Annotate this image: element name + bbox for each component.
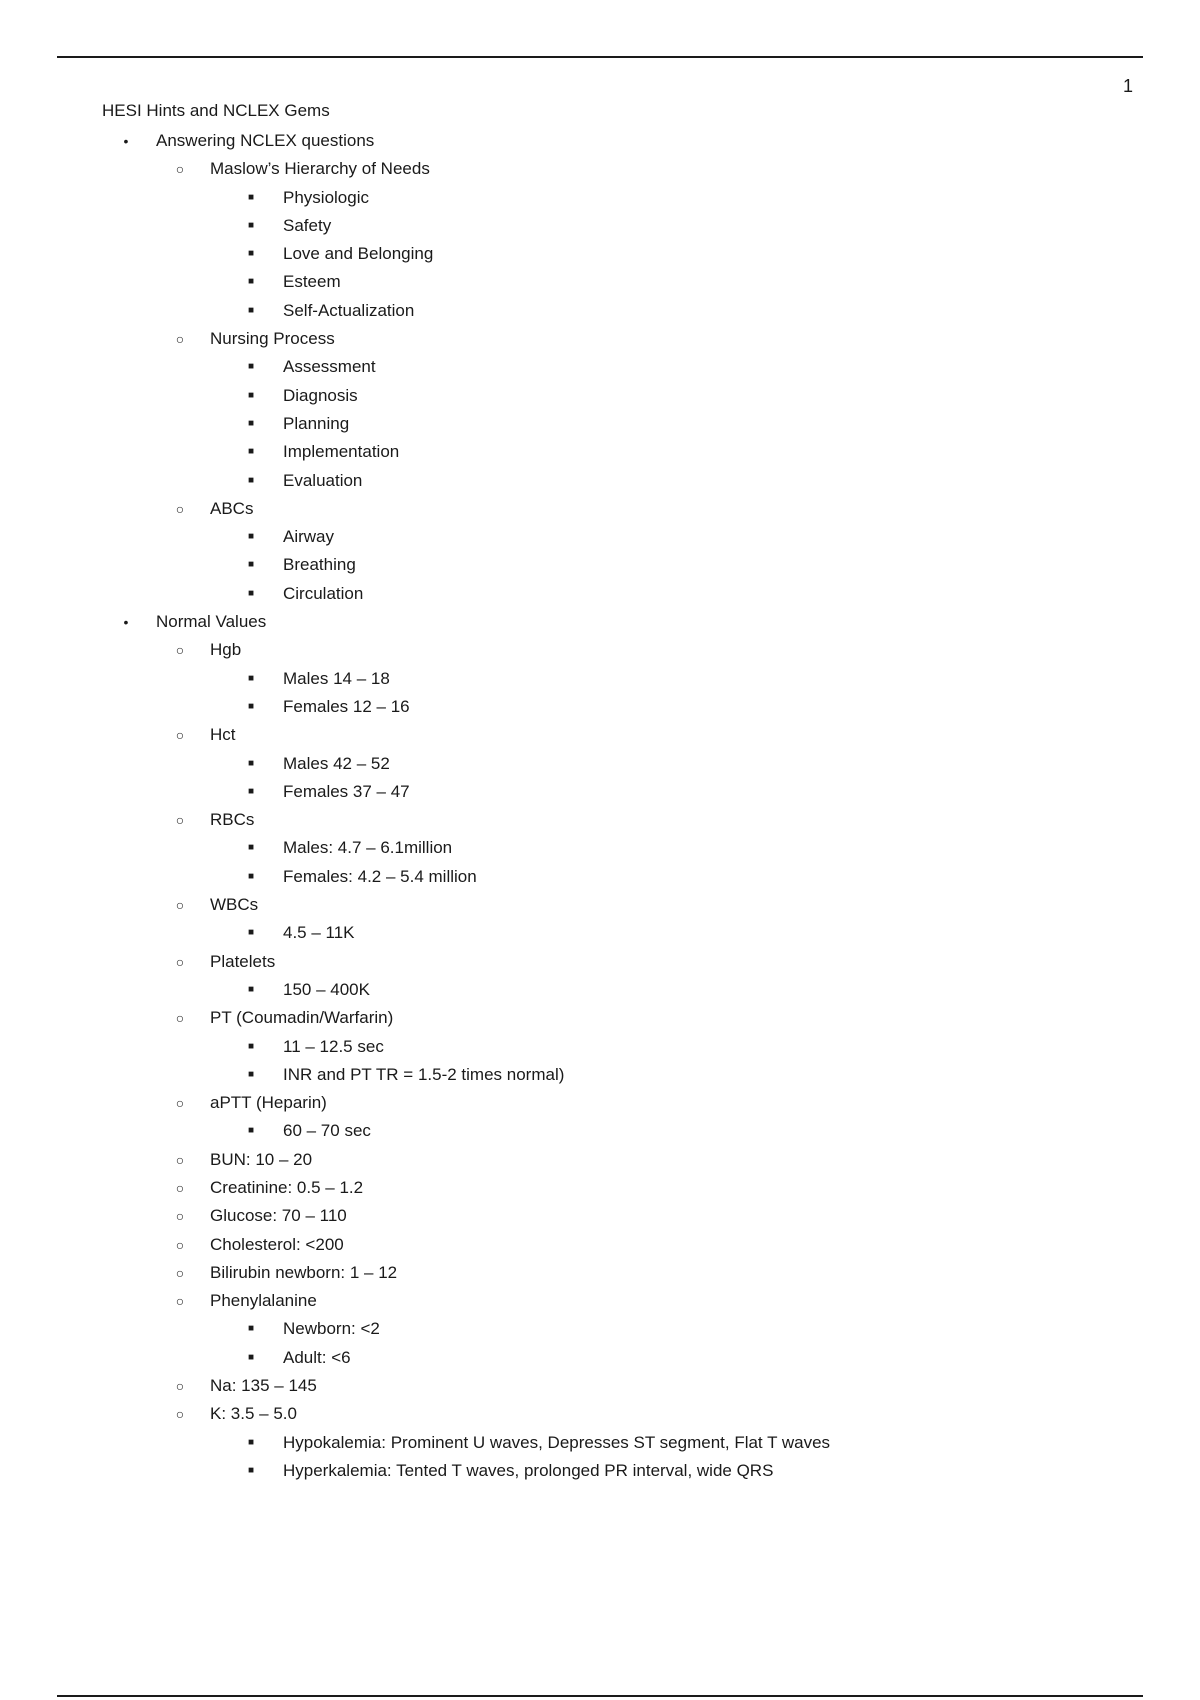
footer-rule <box>57 1695 1143 1697</box>
header-rule <box>57 56 1143 58</box>
bullet-square-icon: ■ <box>247 1068 255 1080</box>
outline-item-text: Cholesterol: <200 <box>210 1234 344 1254</box>
outline-item-text: Esteem <box>283 272 341 292</box>
bullet-square-icon: ■ <box>247 1464 255 1476</box>
outline-item-text: Nursing Process <box>210 329 335 349</box>
bullet-square-icon: ■ <box>247 1436 255 1448</box>
bullet-square-icon: ■ <box>247 1125 255 1137</box>
outline-item-text: INR and PT TR = 1.5-2 times normal) <box>283 1064 565 1084</box>
outline-item-text: PT (Coumadin/Warfarin) <box>210 1008 394 1028</box>
outline-item-text: RBCs <box>210 810 255 830</box>
bullet-circle-icon: ○ <box>175 1208 185 1225</box>
outline-item-text: Physiologic <box>283 187 369 207</box>
bullet-square-icon: ■ <box>247 417 255 429</box>
outline-item-text: 4.5 – 11K <box>283 923 355 943</box>
bullet-square-icon: ■ <box>247 870 255 882</box>
bullet-square-icon: ■ <box>247 757 255 769</box>
bullet-square-icon: ■ <box>247 1040 255 1052</box>
bullet-square-icon: ■ <box>247 531 255 543</box>
outline-item-text: Normal Values <box>156 612 267 632</box>
bullet-square-icon: ■ <box>247 389 255 401</box>
outline-item-text: Diagnosis <box>283 385 358 405</box>
bullet-square-icon: ■ <box>247 1351 255 1363</box>
outline-item-text: Glucose: 70 – 110 <box>210 1206 347 1226</box>
outline-item-text: 150 – 400K <box>283 979 370 999</box>
outline-item-text: Love and Belonging <box>283 244 434 264</box>
bullet-square-icon: ■ <box>247 219 255 231</box>
bullet-circle-icon: ○ <box>175 642 185 659</box>
bullet-disc-icon: • <box>123 133 129 149</box>
outline-item-text: WBCs <box>210 895 259 915</box>
outline-item-text: Na: 135 – 145 <box>210 1376 317 1396</box>
outline-item-text: Hgb <box>210 640 242 660</box>
outline-item-text: Females: 4.2 – 5.4 million <box>283 866 477 886</box>
bullet-square-icon: ■ <box>247 559 255 571</box>
bullet-square-icon: ■ <box>247 361 255 373</box>
outline-item-text: Females 37 – 47 <box>283 781 410 801</box>
outline-item-text: Breathing <box>283 555 356 575</box>
outline-item-text: Newborn: <2 <box>283 1319 380 1339</box>
outline-item-text: Hct <box>210 725 236 745</box>
bullet-circle-icon: ○ <box>175 161 185 178</box>
outline-item-text: Self-Actualization <box>283 300 415 320</box>
bullet-square-icon: ■ <box>247 785 255 797</box>
outline-item-text: Circulation <box>283 583 364 603</box>
bullet-square-icon: ■ <box>247 1323 255 1335</box>
bullet-square-icon: ■ <box>247 672 255 684</box>
bullet-circle-icon: ○ <box>175 1095 185 1112</box>
bullet-square-icon: ■ <box>247 842 255 854</box>
outline-item-text: BUN: 10 – 20 <box>210 1149 313 1169</box>
page-number: 1 <box>1122 76 1133 96</box>
bullet-square-icon: ■ <box>247 191 255 203</box>
bullet-square-icon: ■ <box>247 927 255 939</box>
outline-item-text: Evaluation <box>283 470 363 490</box>
bullet-circle-icon: ○ <box>175 1236 185 1253</box>
outline-item-text: ABCs <box>210 498 254 518</box>
bullet-circle-icon: ○ <box>175 1264 185 1281</box>
outline-item-text: Airway <box>283 527 335 547</box>
outline-item-text: Males 14 – 18 <box>283 668 390 688</box>
outline-item-text: Safety <box>283 215 332 235</box>
outline-item-text: Maslow’s Hierarchy of Needs <box>210 159 430 179</box>
bullet-circle-icon: ○ <box>175 812 185 829</box>
outline-item-text: Phenylalanine <box>210 1291 317 1311</box>
bullet-disc-icon: • <box>123 614 129 631</box>
outline-item-text: Answering NCLEX questions <box>156 131 375 150</box>
bullet-circle-icon: ○ <box>175 897 185 914</box>
bullet-square-icon: ■ <box>247 983 255 995</box>
bullet-square-icon: ■ <box>247 276 255 288</box>
bullet-square-icon: ■ <box>247 587 255 599</box>
bullet-circle-icon: ○ <box>175 1010 185 1027</box>
outline-item-text: 60 – 70 sec <box>283 1121 371 1141</box>
outline-item-text: Bilirubin newborn: 1 – 12 <box>210 1262 398 1282</box>
bullet-circle-icon: ○ <box>175 1378 185 1395</box>
bullet-circle-icon: ○ <box>175 1406 185 1423</box>
outline-item-text: Platelets <box>210 951 276 971</box>
bullet-square-icon: ■ <box>247 474 255 486</box>
outline-item-text: Planning <box>283 413 350 433</box>
bullet-circle-icon: ○ <box>175 1179 185 1196</box>
outline-item-text: Females 12 – 16 <box>283 696 410 716</box>
bullet-circle-icon: ○ <box>175 331 185 348</box>
bullet-square-icon: ■ <box>247 248 255 260</box>
outline-item-text: Creatinine: 0.5 – 1.2 <box>210 1177 364 1197</box>
bullet-square-icon: ■ <box>247 446 255 458</box>
outline-item-text: Hypokalemia: Prominent U waves, Depresses ST segment, Flat T waves <box>283 1432 831 1452</box>
outline-item-text: Males: 4.7 – 6.1million <box>283 838 453 858</box>
bullet-circle-icon: ○ <box>175 500 185 517</box>
bullet-circle-icon: ○ <box>175 1151 185 1168</box>
outline-item-text: aPTT (Heparin) <box>210 1093 327 1113</box>
bullet-square-icon: ■ <box>247 304 255 316</box>
outline-item-text: Males 42 – 52 <box>283 753 390 773</box>
bullet-circle-icon: ○ <box>175 953 185 970</box>
bullet-circle-icon: ○ <box>175 727 185 744</box>
outline-item-text: K: 3.5 – 5.0 <box>210 1404 297 1424</box>
bullet-circle-icon: ○ <box>175 1293 185 1310</box>
outline-item-text: Implementation <box>283 442 400 462</box>
outline-item-text: Assessment <box>283 357 376 377</box>
outline-item-text: 11 – 12.5 sec <box>283 1036 384 1056</box>
bullet-square-icon: ■ <box>247 700 255 712</box>
document-title: HESI Hints and NCLEX Gems <box>102 101 330 120</box>
outline-item-text: Adult: <6 <box>283 1347 351 1367</box>
outline-item-text: Hyperkalemia: Tented T waves, prolonged PR interval, wide QRS <box>283 1460 774 1480</box>
